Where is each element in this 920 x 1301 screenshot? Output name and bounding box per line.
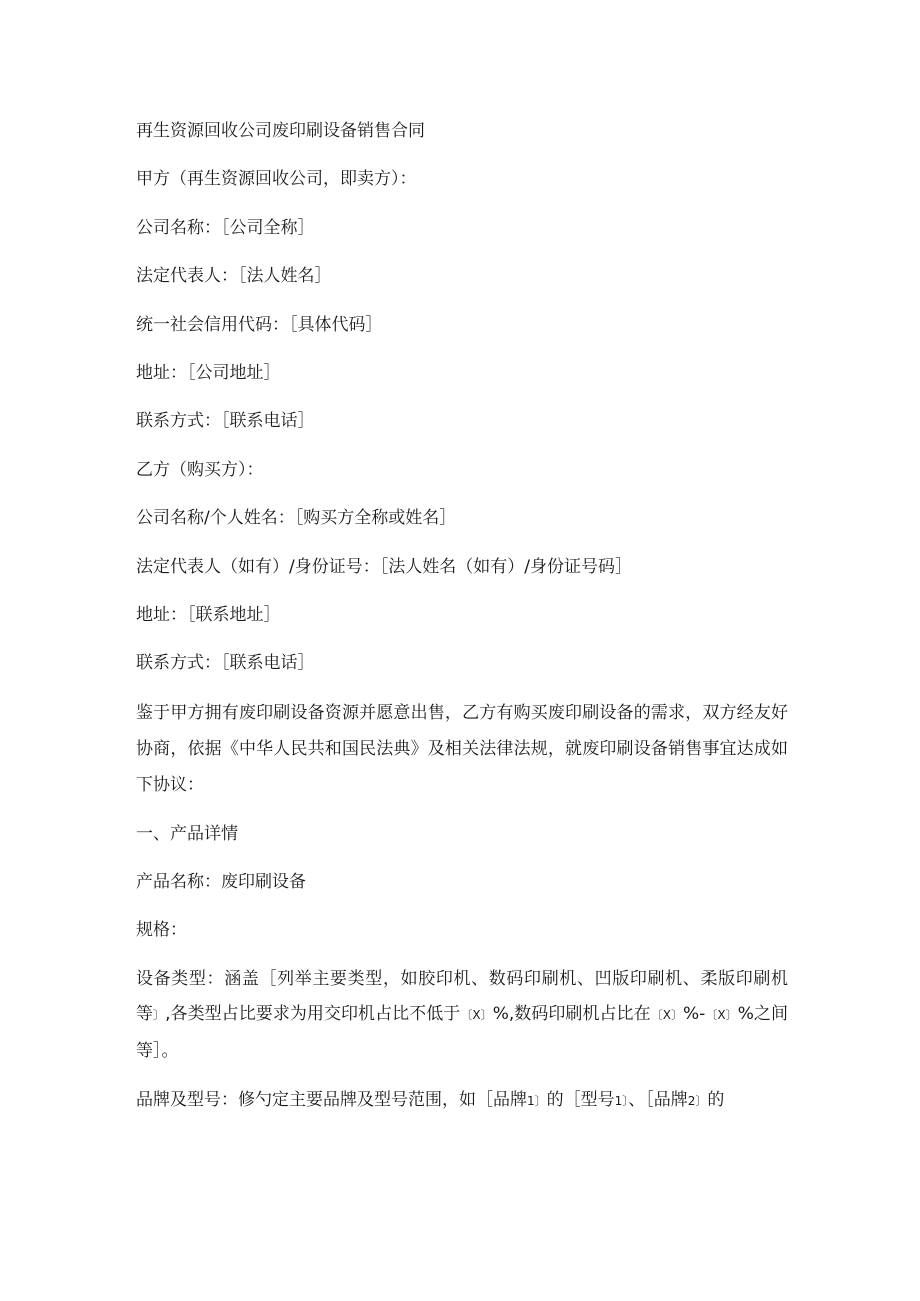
party-a-company-name: 公司名称：［公司全称］ [136,217,315,238]
placeholder-x-2: 〔X〕 [650,1008,684,1023]
party-a-heading: 甲方（再生资源回收公司，即卖方）： [136,169,417,190]
brand-model-line [136,1087,788,1115]
equipment-type-paragraph [136,962,788,1070]
placeholder-x-1: 〔X〕 [460,1008,493,1023]
brand-model-text-3: 、［品牌 [628,1090,688,1111]
party-a-contact: 联系方式：［联系电话］ [136,411,315,432]
brand-number-2: 2〕 [687,1094,708,1109]
party-b-address: 地址：［联系地址］ [136,604,281,625]
brand-number-1: 1〕 [527,1094,547,1109]
brand-model-text-2: 的［型号 [546,1090,615,1111]
preamble-paragraph: 鉴于甲方拥有废印刷设备资源并愿意出售，乙方有购买废印刷设备的需求，双方经友好协商，依据《中华人民共和国民法典》及相关法律法规，就废印刷设备销售事宜达成如下协议： [136,702,788,795]
brand-model-text-1: 品牌及型号：修勺定主要品牌及型号范围，如［品牌 [136,1090,527,1111]
party-a-legal-rep: 法定代表人：［法人姓名］ [136,266,332,287]
equipment-type-text-4: %- [683,1004,706,1025]
equipment-type-text-5: %之间等］。 [136,1004,788,1061]
spec-label: 规格： [136,920,187,941]
product-name: 产品名称：废印刷设备 [136,872,306,893]
equipment-type-text-2: ,各类型占比要求为用交印机占比不低于 [165,1004,461,1025]
placeholder-x-3: 〔X〕 [705,1008,738,1023]
equipment-type-bracket: 〕 [153,1008,166,1023]
party-b-name: 公司名称/个人姓名：［购买方全称或姓名］ [136,508,457,529]
party-b-heading: 乙方（购买方）： [136,459,264,480]
party-b-legal-rep-id: 法定代表人（如有）/身份证号：［法人姓名（如有）/身份证号码］ [136,556,632,577]
party-b-contact: 联系方式：［联系电话］ [136,653,315,674]
contract-body [136,118,788,1137]
model-number-1: 1〕 [614,1094,629,1109]
party-a-address: 地址：［公司地址］ [136,362,281,383]
section-1-heading: 一、产品详情 [136,823,238,844]
equipment-type-text-3: %,数码印刷机占比在 [492,1004,651,1025]
brand-model-text-4: 的 [707,1090,725,1111]
document-title: 再生资源回收公司废印刷设备销售合同 [136,121,425,141]
equipment-type-text-1: 设备类型：涵盖［列举主要类型，如胶印机、数码印刷机、凹版印刷机、柔版印刷机等 [136,968,788,1025]
party-a-credit-code: 统一社会信用代码：［具体代码］ [136,314,383,335]
